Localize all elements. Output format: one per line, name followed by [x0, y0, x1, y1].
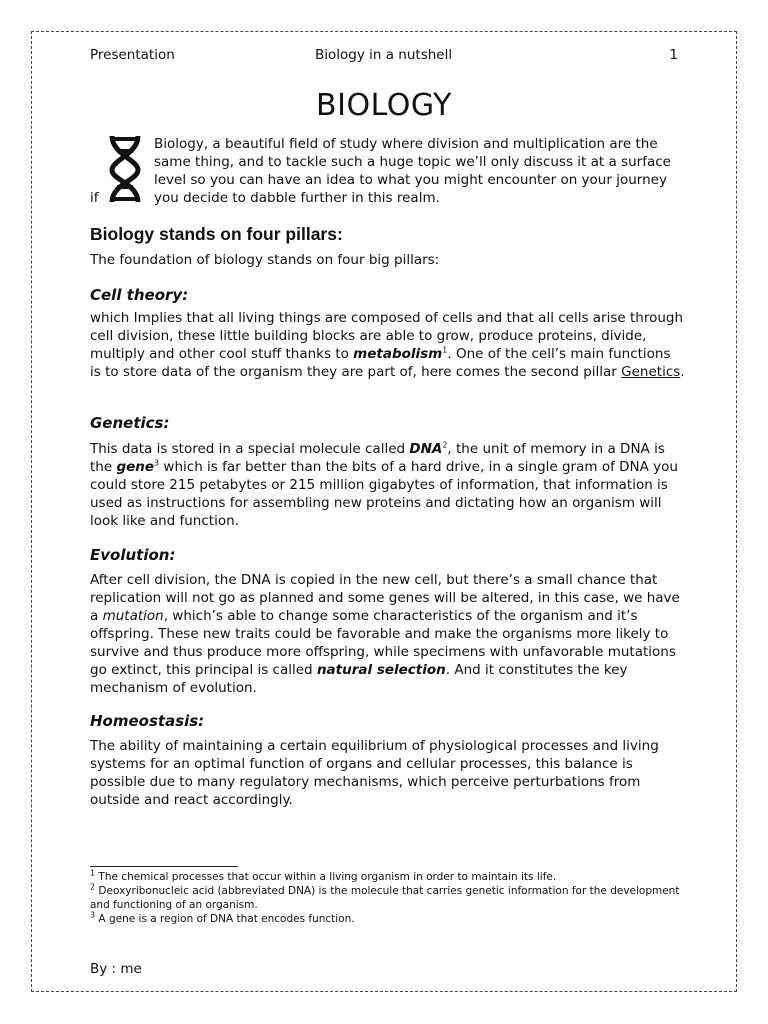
heading-evolution: Evolution:: [90, 546, 176, 564]
cell-text-3: .: [680, 364, 685, 380]
genetics-link[interactable]: Genetics: [621, 364, 681, 380]
intro-tail: if: [90, 190, 99, 206]
cell-text-2: . One of the cell’s main functions is to store data of the organism they are part of, here comes the second pillar: [90, 346, 671, 380]
paragraph-cell-theory: [90, 309, 685, 381]
heading-cell-theory: Cell theory:: [90, 286, 189, 304]
header-left: Presentation: [90, 47, 175, 63]
footnote-ref-1[interactable]: 1: [442, 345, 448, 355]
paragraph-genetics: [90, 440, 685, 530]
footnote-num-2: 2: [90, 882, 96, 892]
term-natural-selection: natural selection: [316, 662, 446, 678]
footnote-num-3: 3: [90, 910, 96, 920]
footnote-text-2: Deoxyribonucleic acid (abbreviated DNA) is the molecule that carries genetic information for the development and functioning of an organism.: [90, 885, 680, 911]
evolution-text-2: , which’s able to change some characteristics of the organism and it’s offspring. These new traits could be favorable and make the organisms more likely to survive and thus produce more offspring, while specimens with unfavorable mutations go extinct, this principal is called: [90, 608, 676, 678]
footnote-ref-3[interactable]: 3: [154, 458, 160, 468]
footnote-text-1: The chemical processes that occur within a living organism in order to maintain its life.: [95, 871, 557, 883]
term-dna: DNA: [409, 441, 443, 457]
term-metabolism: metabolism: [353, 346, 443, 362]
term-mutation: mutation: [102, 608, 164, 624]
footnote-3: [90, 912, 685, 926]
genetics-text-3: which is far better than the bits of a hard drive, in a single gram of DNA you could store 215 petabytes or 215 million gigabytes of information, that information is used as instructions for assembling new proteins and dictating how an organism will look like and function.: [90, 459, 678, 529]
genetics-text-2: , the unit of memory in a DNA is the: [90, 441, 665, 475]
intro-paragraph: [154, 135, 684, 207]
evolution-text-3: . And it constitutes the key mechanism of evolution.: [90, 662, 628, 696]
intro-last-line: you decide to dabble further in this realm.: [154, 190, 440, 206]
heading-genetics: Genetics:: [90, 414, 170, 432]
paragraph-evolution: [90, 571, 685, 697]
intro-text: Biology, a beautiful field of study where division and multiplication are the same thing, and to tackle such a huge topic we’ll only discuss it at a surface level so you can have an idea to what you might encounter on your journey: [154, 136, 671, 188]
term-gene: gene: [116, 459, 155, 475]
footnote-num-1: 1: [90, 868, 96, 878]
header-center: Biology in a nutshell: [315, 47, 453, 63]
genetics-text-1: This data is stored in a special molecule called: [90, 441, 410, 457]
paragraph-homeostasis: The ability of maintaining a certain equilibrium of physiological processes and living systems for an optimal function of organs and cellular processes, this balance is possible due to many regulatory mechanisms, which perceive perturbations from outside and react accordingly.: [90, 738, 659, 808]
footnotes: [90, 870, 685, 926]
heading-homeostasis: Homeostasis:: [90, 712, 205, 730]
page-header: [90, 47, 678, 67]
footnote-ref-2[interactable]: 2: [442, 440, 448, 450]
footnote-separator: [90, 866, 238, 867]
cell-text-1: which Implies that all living things are composed of cells and that all cells arise through cell division, these little building blocks are able to grow, produce proteins, divide, multiply and other cool stuff thanks to: [90, 310, 684, 362]
section-subtitle: The foundation of biology stands on four big pillars:: [90, 252, 440, 268]
document-title: BIOLOGY: [316, 88, 452, 123]
evolution-text-1: After cell division, the DNA is copied in the new cell, but there’s a small chance that replication will not go as planned and some genes will be altered, in this case, we have a: [90, 572, 680, 624]
section-title: Biology stands on four pillars:: [90, 224, 343, 244]
footnote-text-3: A gene is a region of DNA that encodes function.: [95, 913, 355, 925]
footnote-1: [90, 870, 685, 884]
page-footer: By : me: [90, 961, 142, 977]
page-number: 1: [669, 47, 678, 63]
footnote-2: [90, 884, 685, 912]
